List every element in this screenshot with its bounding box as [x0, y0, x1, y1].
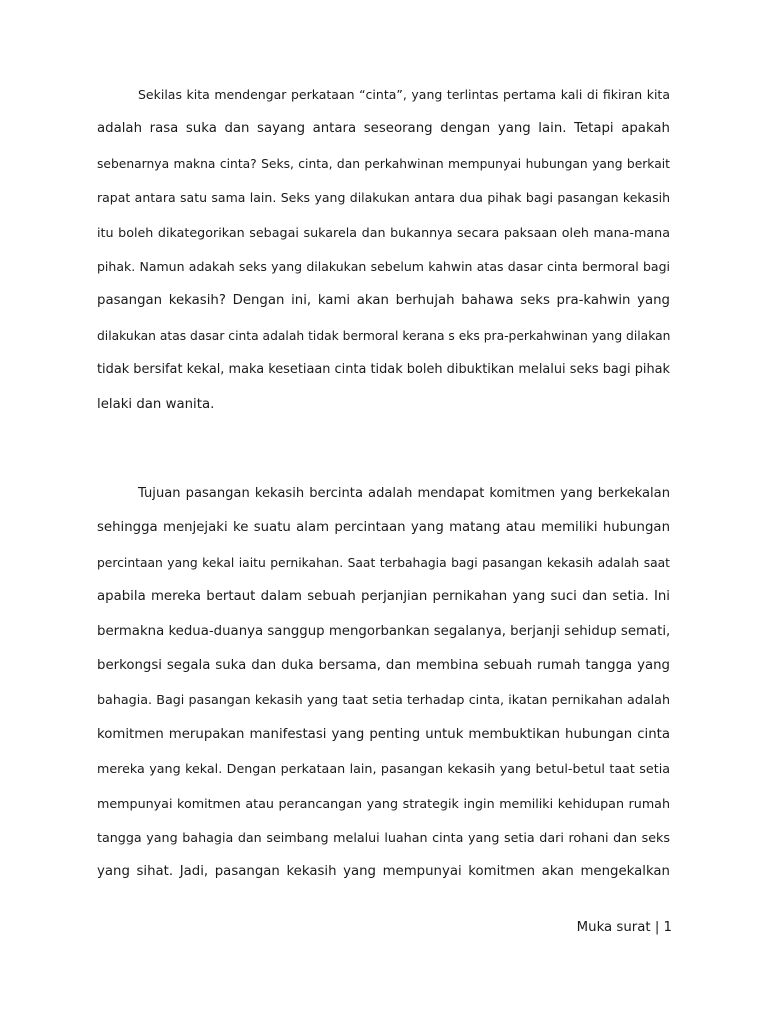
page-number-footer: Muka surat | 1: [576, 920, 672, 935]
text-line: tidak bersifat kekal, maka kesetiaan cinta tidak boleh dibuktikan melalui seks bagi pihak: [97, 362, 670, 378]
text-line: berkongsi segala suka dan duka bersama, dan membina sebuah rumah tangga yang: [97, 657, 670, 673]
text-line: lelaki dan wanita.: [97, 396, 215, 412]
text-line: pasangan kekasih? Dengan ini, kami akan berhujah bahawa seks pra-kahwin yang: [97, 293, 670, 309]
text-line: Tujuan pasangan kekasih bercinta adalah mendapat komitmen yang berkekalan: [138, 486, 670, 501]
text-line: yang sihat. Jadi, pasangan kekasih yang mempunyai komitmen akan mengekalkan: [97, 864, 670, 880]
paragraph-1: [97, 78, 670, 422]
text-line: mereka yang kekal. Dengan perkataan lain, pasangan kekasih yang betul-betul taat setia: [97, 761, 670, 777]
text-line: rapat antara satu sama lain. Seks yang dilakukan antara dua pihak bagi pasangan kekasih: [97, 190, 670, 206]
text-line: percintaan yang kekal iaitu pernikahan. Saat terbahagia bagi pasangan kekasih adalah saat: [97, 555, 670, 570]
text-line: komitmen merupakan manifestasi yang penting untuk membuktikan hubungan cinta: [97, 726, 670, 742]
text-line: dilakukan atas dasar cinta adalah tidak bermoral kerana s eks pra-perkahwinan yang dilakan: [97, 328, 670, 343]
text-line: itu boleh dikategorikan sebagai sukarela dan bukannya secara paksaan oleh mana-mana: [97, 224, 670, 240]
text-line: bermakna kedua-duanya sanggup mengorbankan segalanya, berjanji sehidup semati,: [97, 623, 670, 639]
text-line: mempunyai komitmen atau perancangan yang strategik ingin memiliki kehidupan rumah: [97, 795, 670, 811]
text-line: Sekilas kita mendengar perkataan “cinta”, yang terlintas pertama kali di fikiran kita: [138, 87, 670, 102]
paragraph-2: [97, 477, 670, 890]
text-line: apabila mereka bertaut dalam sebuah perjanjian pernikahan yang suci dan setia. Ini: [97, 589, 670, 605]
text-line: pihak. Namun adakah seks yang dilakukan sebelum kahwin atas dasar cinta bermoral bagi: [97, 258, 670, 274]
text-line: sehingga menjejaki ke suatu alam percintaan yang matang atau memiliki hubungan: [97, 520, 670, 536]
text-line: adalah rasa suka dan sayang antara seseorang dengan yang lain. Tetapi apakah: [97, 121, 670, 137]
text-line: bahagia. Bagi pasangan kekasih yang taat setia terhadap cinta, ikatan pernikahan adalah: [97, 692, 670, 708]
text-line: tangga yang bahagia dan seimbang melalui luahan cinta yang setia dari rohani dan seks: [97, 829, 670, 845]
text-line: sebenarnya makna cinta? Seks, cinta, dan perkahwinan mempunyai hubungan yang berkait: [97, 156, 670, 171]
